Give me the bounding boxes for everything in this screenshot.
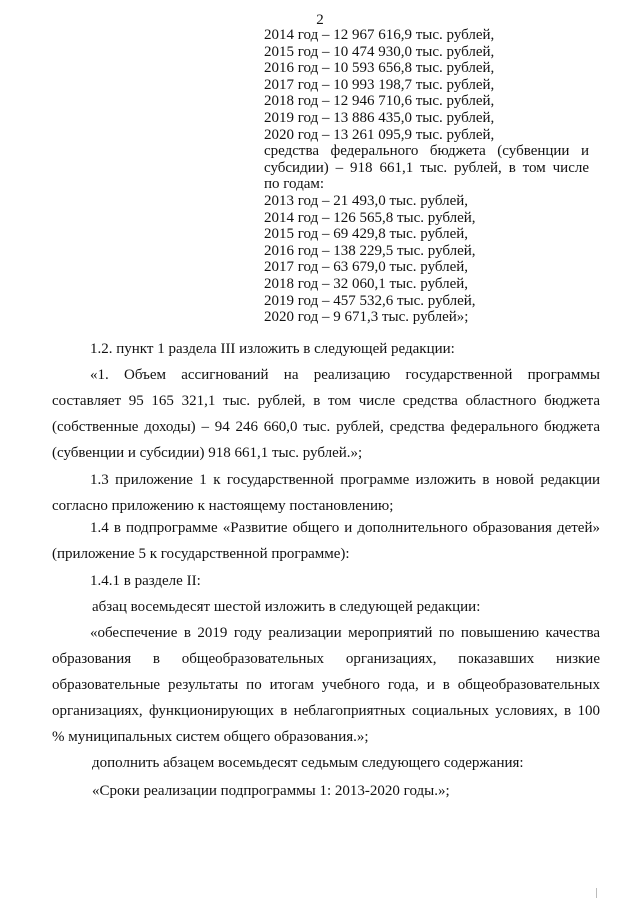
paragraph-87-instruction	[52, 750, 600, 776]
scan-edge-mark	[596, 888, 597, 898]
item-1-4	[52, 515, 600, 567]
item-1-3	[52, 467, 600, 519]
paragraph-87-quote-text: «Сроки реализации подпрограммы 1: 2013-2020 годы.»;	[92, 783, 450, 799]
federal-budget-line: 2016 год – 138 229,5 тыс. рублей,	[264, 242, 476, 259]
item-1-2	[52, 336, 600, 362]
paragraph-86-text: абзац восемьдесят шестой изложить в следующей редакции:	[92, 599, 481, 615]
quote-line: «обеспечение в 2019 году реализации мероприятий по повышению качества	[90, 625, 600, 641]
paragraph-87-quote	[52, 778, 600, 804]
item-1-3-line: согласно приложению к настоящему постановлению;	[52, 498, 394, 514]
item-1-4-1-text: 1.4.1 в разделе II:	[90, 573, 201, 589]
federal-budget-line: 2019 год – 457 532,6 тыс. рублей,	[264, 292, 476, 309]
budget-by-year-block	[264, 27, 589, 326]
regional-budget-line: 2014 год – 12 967 616,9 тыс. рублей,	[264, 27, 495, 43]
regional-budget-line: 2015 год – 10 474 930,0 тыс. рублей,	[264, 43, 495, 60]
item-1-4-1	[52, 568, 600, 594]
federal-budget-intro-line: субсидии) – 918 661,1 тыс. рублей, в том числе	[264, 159, 589, 176]
page-number: 2	[316, 12, 324, 28]
quote-line: организациях, функционирующих в неблагоприятных социальных условиях, в 100	[52, 703, 600, 719]
quote-line: (субвенции и субсидии) 918 661,1 тыс. рублей.»;	[52, 445, 363, 461]
regional-budget-line: 2018 год – 12 946 710,6 тыс. рублей,	[264, 93, 495, 110]
regional-budget-line: 2019 год – 13 886 435,0 тыс. рублей,	[264, 109, 495, 126]
regional-budget-line: 2016 год – 10 593 656,8 тыс. рублей,	[264, 60, 495, 77]
federal-budget-line: 2013 год – 21 493,0 тыс. рублей,	[264, 192, 469, 209]
quote-line: (собственные доходы) – 94 246 660,0 тыс. рублей, средства федерального бюджета	[52, 419, 600, 435]
item-1-2-text: 1.2. пункт 1 раздела III изложить в следующей редакции:	[90, 341, 455, 357]
quote-line: составляет 95 165 321,1 тыс. рублей, в том числе средства областного бюджета	[52, 393, 600, 409]
item-1-2-quote	[52, 362, 600, 466]
paragraph-87-text: дополнить абзацем восемьдесят седьмым следующего содержания:	[92, 755, 524, 771]
paragraph-86-instruction	[52, 594, 600, 620]
federal-budget-line: 2020 год – 9 671,3 тыс. рублей»;	[264, 309, 469, 326]
quote-line: образовательные результаты по итогам учебного года, и в общеобразовательных	[52, 677, 600, 693]
item-1-4-line: 1.4 в подпрограмме «Развитие общего и дополнительного образования детей»	[90, 520, 600, 536]
federal-budget-line: 2017 год – 63 679,0 тыс. рублей,	[264, 259, 469, 276]
quote-line: образования в общеобразовательных организациях, показавших низкие	[52, 651, 600, 667]
regional-budget-line: 2020 год – 13 261 095,9 тыс. рублей,	[264, 126, 495, 143]
quote-line: «1. Объем ассигнований на реализацию государственной программы	[90, 367, 600, 383]
item-1-4-line: (приложение 5 к государственной программе):	[52, 546, 350, 562]
federal-budget-intro-line: по годам:	[264, 176, 325, 193]
quote-line: % муниципальных систем общего образования.»;	[52, 729, 369, 745]
federal-budget-intro-line: средства федерального бюджета (субвенции и	[264, 143, 589, 160]
regional-budget-line: 2017 год – 10 993 198,7 тыс. рублей,	[264, 76, 495, 93]
paragraph-86-quote	[52, 620, 600, 750]
federal-budget-line: 2014 год – 126 565,8 тыс. рублей,	[264, 209, 476, 226]
item-1-3-line: 1.3 приложение 1 к государственной программе изложить в новой редакции	[90, 472, 600, 488]
federal-budget-line: 2015 год – 69 429,8 тыс. рублей,	[264, 226, 469, 243]
federal-budget-line: 2018 год – 32 060,1 тыс. рублей,	[264, 275, 469, 292]
